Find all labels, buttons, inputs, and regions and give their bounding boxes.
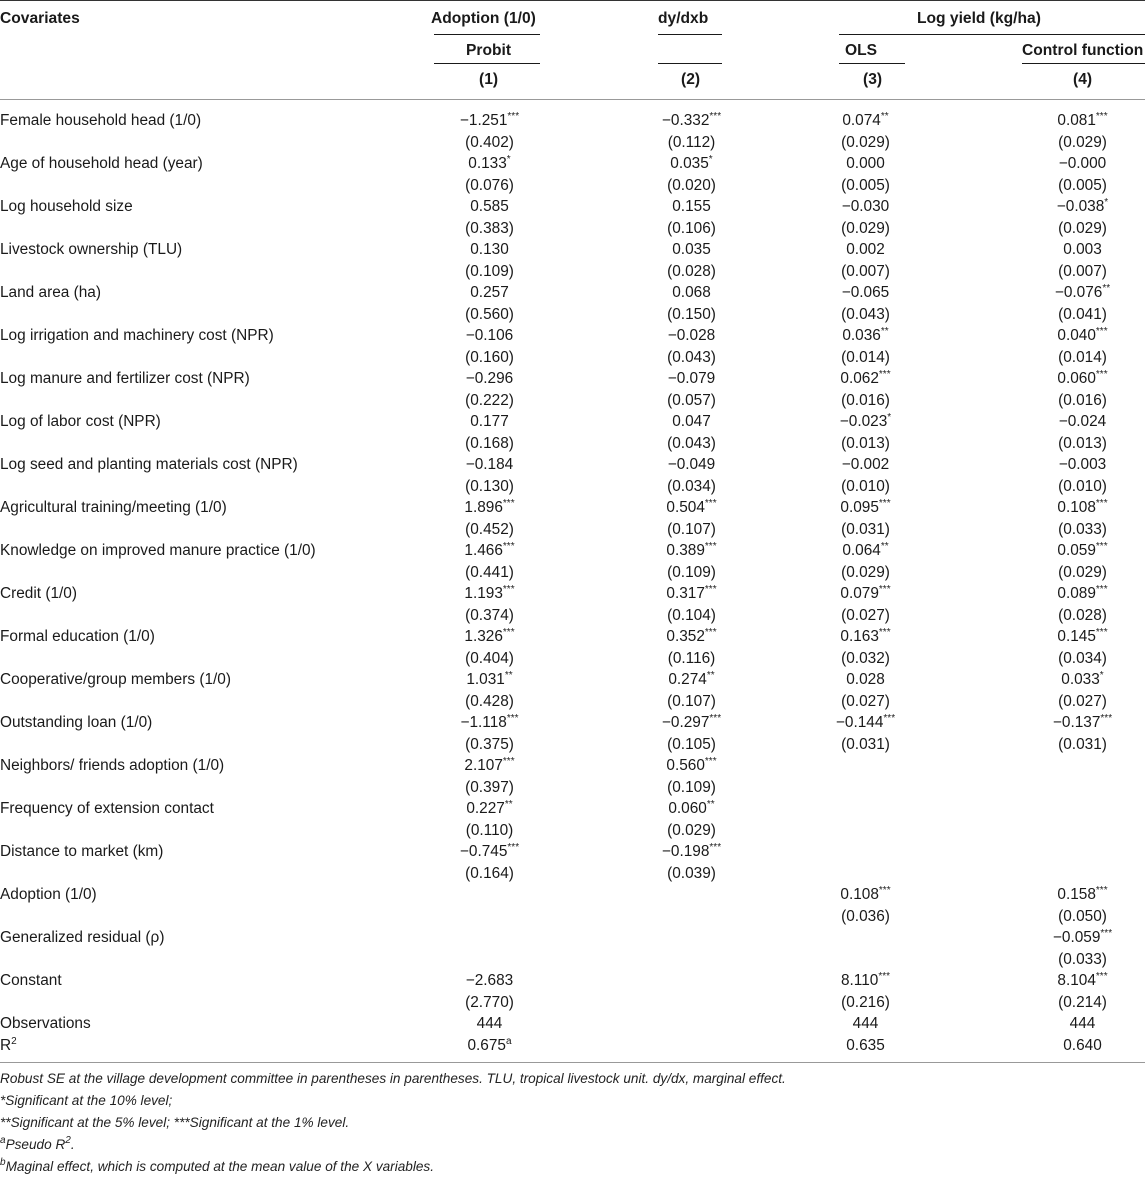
standard-error-cell: (0.013) [1058, 434, 1107, 452]
coefficient-cell: −0.049 [667, 456, 716, 473]
header-group-logyield: Log yield (kg/ha) [917, 10, 1041, 27]
standard-error-cell: (0.168) [465, 434, 514, 452]
table-row-se [0, 992, 1145, 1014]
significance-stars: *** [506, 713, 519, 724]
covariate-label: Age of household head (year) [0, 155, 203, 172]
coefficient-cell: 0.177 [470, 413, 509, 430]
covariate-label: Log seed and planting materials cost (NPR) [0, 456, 298, 473]
underline-dydx [658, 34, 722, 35]
covariate-label: Livestock ownership (TLU) [0, 241, 183, 258]
coefficient-cell: −0.028 [667, 327, 716, 344]
coefficient-cell: −0.038* [1056, 197, 1109, 215]
note-robust-se: Robust SE at the village development committee in parentheses in parentheses. TLU, tropical livestock unit. dy/dx, marginal effect. [0, 1071, 786, 1086]
table-row-se [0, 691, 1145, 713]
standard-error-cell: (0.109) [465, 262, 514, 280]
coefficient-cell: 0.000 [846, 155, 885, 172]
r-squared-col3: 0.635 [846, 1036, 885, 1054]
coefficient-cell: 0.060*** [1057, 369, 1108, 387]
covariate-label: Land area (ha) [0, 284, 101, 301]
standard-error-cell: (0.441) [465, 563, 514, 581]
standard-error-cell: (0.007) [841, 262, 890, 280]
coefficient-cell: −0.003 [1058, 456, 1107, 473]
coefficient-cell: −0.023* [839, 412, 892, 430]
standard-error-cell: (0.109) [667, 563, 716, 581]
note-significance-10: *Significant at the 10% level; [0, 1093, 173, 1108]
table-row [0, 841, 1145, 863]
coefficient-cell: 0.504*** [666, 498, 717, 516]
underline-col2 [658, 63, 722, 64]
coefficient-cell: −0.079 [667, 370, 716, 387]
significance-stars: *** [704, 584, 717, 595]
standard-error-cell: (0.028) [1058, 606, 1107, 624]
coefficient-cell: 1.466*** [464, 541, 515, 559]
covariate-label: Frequency of extension contact [0, 800, 214, 817]
header-method-ols: OLS [845, 42, 878, 59]
coefficient-cell: −0.030 [841, 198, 890, 215]
table-row [0, 540, 1145, 562]
standard-error-cell: (0.104) [667, 606, 716, 624]
standard-error-cell: (0.029) [841, 133, 890, 151]
coefficient-cell: 0.035* [670, 154, 713, 172]
standard-error-cell: (2.770) [465, 993, 514, 1011]
standard-error-cell: (0.010) [841, 477, 890, 495]
coefficient-cell: 0.130 [470, 241, 509, 258]
standard-error-cell: (0.007) [1058, 262, 1107, 280]
coefficient-cell: 0.028 [846, 671, 885, 688]
standard-error-cell: (0.029) [841, 219, 890, 237]
table-row [0, 153, 1145, 175]
bottom-rule [0, 1062, 1145, 1063]
table-row [0, 712, 1145, 734]
coefficient-cell: −0.296 [465, 370, 514, 387]
table-row [0, 282, 1145, 304]
coefficient-cell: 0.227** [466, 799, 513, 817]
significance-stars: *** [1095, 627, 1108, 638]
table-row [0, 798, 1145, 820]
standard-error-cell: (0.043) [667, 348, 716, 366]
standard-error-cell: (0.105) [667, 735, 716, 753]
standard-error-cell: (0.031) [841, 735, 890, 753]
table-row [0, 927, 1145, 949]
coefficient-cell: 0.040*** [1057, 326, 1108, 344]
coefficient-cell: 0.036** [842, 326, 889, 344]
observations-col1: 444 [476, 1015, 503, 1032]
coefficient-cell: 0.047 [672, 413, 711, 430]
standard-error-cell: (0.452) [465, 520, 514, 538]
standard-error-cell: (0.005) [841, 176, 890, 194]
standard-error-cell: (0.109) [667, 778, 716, 796]
standard-error-cell: (0.029) [1058, 219, 1107, 237]
coefficient-cell: 0.068 [672, 284, 711, 301]
significance-stars: *** [1095, 541, 1108, 552]
significance-stars: *** [704, 756, 717, 767]
r-squared-row [0, 1035, 1145, 1057]
covariate-label: Credit (1/0) [0, 585, 77, 602]
table-row-se [0, 605, 1145, 627]
significance-stars: *** [1095, 326, 1108, 337]
significance-stars: * [708, 154, 713, 165]
table-row-se [0, 777, 1145, 799]
significance-stars: * [887, 412, 892, 423]
covariate-label: Log of labor cost (NPR) [0, 413, 161, 430]
header-col-2: (2) [681, 71, 701, 88]
significance-stars: *** [1095, 885, 1108, 896]
observations-label: Observations [0, 1015, 91, 1032]
standard-error-cell: (0.013) [841, 434, 890, 452]
significance-stars: *** [1095, 369, 1108, 380]
header-col-1: (1) [479, 71, 499, 88]
coefficient-cell: 0.062*** [840, 369, 891, 387]
standard-error-cell: (0.402) [465, 133, 514, 151]
table-row-se [0, 218, 1145, 240]
coefficient-cell: 0.002 [846, 241, 885, 258]
covariate-label: Agricultural training/meeting (1/0) [0, 499, 227, 516]
standard-error-cell: (0.397) [465, 778, 514, 796]
standard-error-cell: (0.029) [841, 563, 890, 581]
table-row-se [0, 304, 1145, 326]
coefficient-cell: −0.065 [841, 284, 890, 301]
coefficient-cell: 0.145*** [1057, 627, 1108, 645]
significance-stars: *** [507, 111, 520, 122]
significance-stars: *** [502, 756, 515, 767]
underline-probit [434, 63, 540, 64]
standard-error-cell: (0.107) [667, 692, 716, 710]
standard-error-cell: (0.031) [1058, 735, 1107, 753]
table-row-se [0, 347, 1145, 369]
coefficient-cell: −2.683 [465, 972, 514, 989]
header-covariates: Covariates [0, 10, 80, 27]
standard-error-cell: (0.028) [667, 262, 716, 280]
covariate-label: Constant [0, 972, 62, 989]
coefficient-cell: 1.896*** [464, 498, 515, 516]
significance-stars: *** [1095, 111, 1108, 122]
coefficient-cell: 0.079*** [840, 584, 891, 602]
coefficient-cell: −0.745*** [459, 842, 520, 860]
observations-row [0, 1013, 1145, 1035]
table-row-se [0, 390, 1145, 412]
table-row-se [0, 906, 1145, 928]
standard-error-cell: (0.032) [841, 649, 890, 667]
table-row [0, 626, 1145, 648]
standard-error-cell: (0.110) [465, 821, 514, 839]
table-row [0, 325, 1145, 347]
significance-stars: *** [1095, 498, 1108, 509]
standard-error-cell: (0.005) [1058, 176, 1107, 194]
table-row-se [0, 734, 1145, 756]
header-group-dydx: dy/dxb [658, 10, 709, 27]
significance-stars: *** [502, 627, 515, 638]
table-row-se [0, 519, 1145, 541]
header-method-control-function: Control function [1022, 42, 1144, 59]
coefficient-cell: −0.059*** [1052, 928, 1113, 946]
covariate-label: Log household size [0, 198, 133, 215]
coefficient-cell: 0.389*** [666, 541, 717, 559]
coefficient-cell: 0.003 [1063, 241, 1102, 258]
standard-error-cell: (0.375) [465, 735, 514, 753]
significance-stars: *** [709, 713, 722, 724]
table-notes [0, 1068, 1145, 1178]
table-row-se [0, 476, 1145, 498]
significance-stars: ** [1102, 283, 1111, 294]
standard-error-cell: (0.029) [667, 821, 716, 839]
standard-error-cell: (0.027) [841, 606, 890, 624]
coefficient-cell: 0.163*** [840, 627, 891, 645]
standard-error-cell: (0.034) [667, 477, 716, 495]
underline-adoption [434, 34, 540, 35]
standard-error-cell: (0.222) [465, 391, 514, 409]
significance-stars: *** [878, 971, 891, 982]
covariate-label: Cooperative/group members (1/0) [0, 671, 231, 688]
header-rule [0, 99, 1145, 100]
standard-error-cell: (0.041) [1058, 305, 1107, 323]
table-row [0, 196, 1145, 218]
coefficient-cell: −0.198*** [661, 842, 722, 860]
standard-error-cell: (0.033) [1058, 950, 1107, 968]
table-row [0, 239, 1145, 261]
standard-error-cell: (0.164) [465, 864, 514, 882]
standard-error-cell: (0.043) [667, 434, 716, 452]
covariate-label: Outstanding loan (1/0) [0, 714, 153, 731]
significance-stars: *** [704, 498, 717, 509]
significance-stars: *** [704, 541, 717, 552]
significance-stars: *** [709, 842, 722, 853]
covariate-label: Female household head (1/0) [0, 112, 202, 129]
coefficient-cell: 0.560*** [666, 756, 717, 774]
coefficient-cell: 0.317*** [666, 584, 717, 602]
table-row [0, 110, 1145, 132]
coefficient-cell: −0.002 [841, 456, 890, 473]
table-row [0, 669, 1145, 691]
table-row [0, 497, 1145, 519]
coefficient-cell: 1.326*** [464, 627, 515, 645]
standard-error-cell: (0.043) [841, 305, 890, 323]
coefficient-cell: 0.064** [842, 541, 889, 559]
coefficient-cell: 0.089*** [1057, 584, 1108, 602]
standard-error-cell: (0.033) [1058, 520, 1107, 538]
coefficient-cell: 0.158*** [1057, 885, 1108, 903]
standard-error-cell: (0.010) [1058, 477, 1107, 495]
standard-error-cell: (0.216) [841, 993, 890, 1011]
coefficient-cell: −0.297*** [661, 713, 722, 731]
significance-stars: *** [1100, 928, 1113, 939]
significance-stars: *** [507, 842, 520, 853]
significance-stars: *** [878, 627, 891, 638]
standard-error-cell: (0.029) [1058, 133, 1107, 151]
covariate-label: Log irrigation and machinery cost (NPR) [0, 327, 274, 344]
standard-error-cell: (0.031) [841, 520, 890, 538]
table-row-se [0, 562, 1145, 584]
significance-stars: *** [878, 885, 891, 896]
standard-error-cell: (0.050) [1058, 907, 1107, 925]
r-squared-col4: 0.640 [1063, 1036, 1102, 1054]
significance-stars: *** [1100, 713, 1113, 724]
coefficient-cell: −0.076** [1054, 283, 1111, 301]
significance-stars: *** [878, 584, 891, 595]
significance-stars: ** [706, 799, 715, 810]
coefficient-cell: −0.144*** [835, 713, 896, 731]
standard-error-cell: (0.039) [667, 864, 716, 882]
coefficient-cell: 0.081*** [1057, 111, 1108, 129]
significance-stars: *** [502, 498, 515, 509]
note-marginal-effect: $^b$Maginal effect, which is computed at the mean value of the X variables. [0, 1157, 434, 1174]
table-row [0, 970, 1145, 992]
table-row-se [0, 261, 1145, 283]
coefficient-cell: −1.251*** [459, 111, 520, 129]
covariate-label: Formal education (1/0) [0, 628, 155, 645]
standard-error-cell: (0.160) [465, 348, 514, 366]
coefficient-cell: 0.108*** [840, 885, 891, 903]
coefficient-cell: −0.332*** [661, 111, 722, 129]
significance-stars: ** [706, 670, 715, 681]
standard-error-cell: (0.404) [465, 649, 514, 667]
standard-error-cell: (0.027) [1058, 692, 1107, 710]
standard-error-cell: (0.214) [1058, 993, 1107, 1011]
covariate-label: Log manure and fertilizer cost (NPR) [0, 370, 250, 387]
significance-stars: ** [504, 670, 513, 681]
coefficient-cell: 0.060** [668, 799, 715, 817]
table-row-se [0, 433, 1145, 455]
table-row-se [0, 949, 1145, 971]
significance-stars: ** [504, 799, 513, 810]
standard-error-cell: (0.029) [1058, 563, 1107, 581]
standard-error-cell: (0.014) [1058, 348, 1107, 366]
coefficient-cell: 8.110*** [840, 971, 891, 989]
table-row [0, 368, 1145, 390]
coefficient-cell: 0.352*** [666, 627, 717, 645]
significance-stars: *** [878, 498, 891, 509]
header-col-3: (3) [863, 71, 883, 88]
coefficient-cell: 8.104*** [1057, 971, 1108, 989]
standard-error-cell: (0.036) [841, 907, 890, 925]
standard-error-cell: (0.374) [465, 606, 514, 624]
standard-error-cell: (0.116) [667, 649, 716, 667]
standard-error-cell: (0.107) [667, 520, 716, 538]
significance-stars: *** [502, 541, 515, 552]
standard-error-cell: (0.057) [667, 391, 716, 409]
coefficient-cell: −0.137*** [1052, 713, 1113, 731]
standard-error-cell: (0.014) [841, 348, 890, 366]
note-pseudo-r2: $^a$Pseudo $R^2$. [0, 1135, 75, 1152]
coefficient-cell: −0.184 [465, 456, 514, 473]
table-row [0, 755, 1145, 777]
standard-error-cell: (0.016) [1058, 391, 1107, 409]
underline-control-function [1022, 63, 1145, 64]
table-row-se [0, 175, 1145, 197]
table-row [0, 583, 1145, 605]
table-row-se [0, 648, 1145, 670]
coefficient-cell: 0.274** [668, 670, 715, 688]
coefficient-cell: 0.035 [672, 241, 711, 258]
header-method-probit: Probit [466, 42, 512, 59]
header-group-adoption: Adoption (1/0) [431, 10, 536, 27]
coefficient-cell: 2.107*** [464, 756, 515, 774]
significance-stars: * [1099, 670, 1104, 681]
coefficient-cell: −1.118*** [460, 713, 519, 731]
standard-error-cell: (0.016) [841, 391, 890, 409]
significance-stars: *** [704, 627, 717, 638]
standard-error-cell: (0.428) [465, 692, 514, 710]
standard-error-cell: (0.020) [667, 176, 716, 194]
standard-error-cell: (0.560) [465, 305, 514, 323]
top-rule [0, 0, 1145, 1]
significance-stars: ** [880, 111, 889, 122]
standard-error-cell: (0.383) [465, 219, 514, 237]
covariate-label: Neighbors/ friends adoption (1/0) [0, 757, 225, 774]
covariate-label: Knowledge on improved manure practice (1/0) [0, 542, 316, 559]
underline-ols [839, 63, 905, 64]
coefficient-cell: 0.257 [470, 284, 509, 301]
significance-stars: ** [880, 326, 889, 337]
significance-stars: *** [1095, 584, 1108, 595]
coefficient-cell: 0.095*** [840, 498, 891, 516]
coefficient-cell: 0.133* [468, 154, 511, 172]
coefficient-cell: 1.031** [466, 670, 513, 688]
coefficient-cell: 0.074** [842, 111, 889, 129]
coefficient-cell: 0.108*** [1057, 498, 1108, 516]
coefficient-cell: −0.106 [465, 327, 514, 344]
coefficient-cell: 1.193*** [464, 584, 515, 602]
table-row [0, 454, 1145, 476]
coefficient-cell: −0.024 [1058, 413, 1107, 430]
underline-logyield [839, 34, 1145, 35]
covariate-label: Distance to market (km) [0, 843, 164, 860]
significance-stars: ** [880, 541, 889, 552]
significance-stars: *** [883, 713, 896, 724]
covariate-label: Generalized residual (ρ) [0, 929, 165, 946]
significance-stars: *** [502, 584, 515, 595]
significance-stars: * [506, 154, 511, 165]
standard-error-cell: (0.150) [667, 305, 716, 323]
significance-stars: *** [709, 111, 722, 122]
standard-error-cell: (0.106) [667, 219, 716, 237]
standard-error-cell: (0.034) [1058, 649, 1107, 667]
standard-error-cell: (0.076) [465, 176, 514, 194]
significance-stars: *** [878, 369, 891, 380]
coefficient-cell: 0.059*** [1057, 541, 1108, 559]
table-row-se [0, 863, 1145, 885]
covariate-label: Adoption (1/0) [0, 886, 97, 903]
standard-error-cell: (0.112) [667, 133, 716, 151]
coefficient-cell: 0.585 [470, 198, 509, 215]
table-row [0, 884, 1145, 906]
observations-col3: 444 [852, 1015, 879, 1032]
significance-stars: * [1104, 197, 1109, 208]
header-col-4: (4) [1073, 71, 1093, 88]
table-row [0, 411, 1145, 433]
r-squared-label: $R^2$ [0, 1035, 17, 1054]
significance-stars: *** [1095, 971, 1108, 982]
table-row-se [0, 820, 1145, 842]
coefficient-cell: 0.155 [672, 198, 711, 215]
coefficient-cell: −0.000 [1058, 155, 1107, 172]
standard-error-cell: (0.027) [841, 692, 890, 710]
note-significance-5-1: **Significant at the 5% level; ***Significant at the 1% level. [0, 1115, 350, 1130]
standard-error-cell: (0.130) [465, 477, 514, 495]
observations-col4: 444 [1069, 1015, 1096, 1032]
r-squared-col1: 0.675$^a$ [467, 1035, 512, 1054]
coefficient-cell: 0.033* [1061, 670, 1104, 688]
table-row-se [0, 132, 1145, 154]
